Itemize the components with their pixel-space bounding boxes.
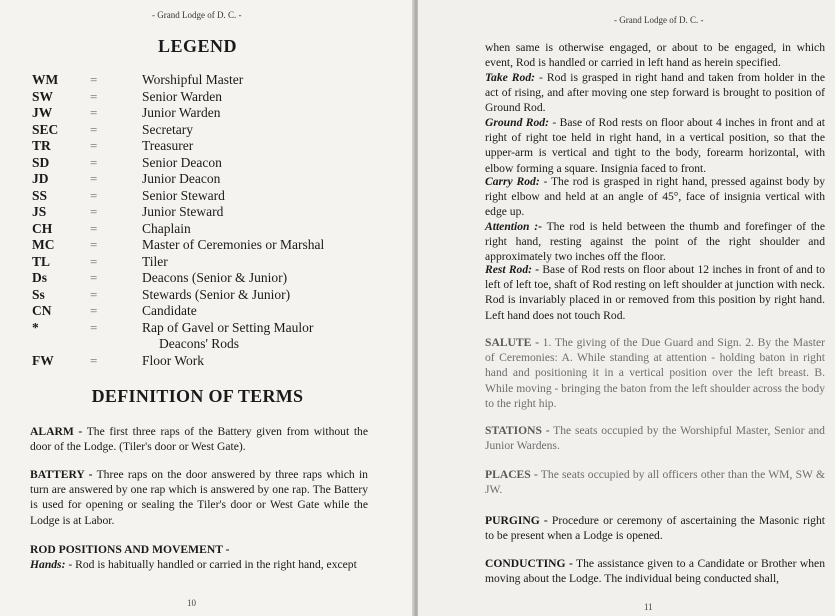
battery-paragraph (30, 467, 368, 528)
salute-paragraph (485, 335, 825, 411)
legend-equals: = (90, 204, 98, 219)
ground-rod-term: Ground Rod: (485, 116, 549, 129)
legend-equals: = (90, 138, 98, 153)
legend-row (32, 270, 372, 287)
legend-row (32, 188, 372, 205)
legend-equals: = (90, 237, 98, 252)
legend-meaning: Stewards (Senior & Junior) (142, 286, 291, 302)
legend-abbr: WM (32, 72, 59, 87)
left-page (0, 0, 415, 616)
legend-equals: = (90, 121, 98, 137)
legend-row (32, 287, 372, 304)
legend-meaning: Candidate (142, 303, 197, 318)
legend-abbr: Ss (32, 286, 45, 302)
legend-row (32, 122, 372, 139)
rest-rod-paragraph (485, 262, 825, 323)
legend-abbr: CN (32, 303, 52, 318)
ground-rod-paragraph (485, 115, 825, 176)
rest-rod-text: Base of Rod rests on floor about 12 inches in front of and to left of left toe, shaft of Rod resting on left shoulder at junction with neck. Rod is invariably placed in or removed from this position by right hand. Left hand does not touch Rod. (485, 263, 826, 322)
legend-equals: = (90, 88, 98, 104)
page-number-right: 11 (644, 602, 653, 612)
legend-abbr: JS (32, 204, 47, 219)
take-rod-term: Take Rod: (485, 71, 535, 84)
legend-abbr: SD (32, 154, 50, 170)
salute-term: SALUTE - (485, 336, 539, 349)
running-head-left: - Grand Lodge of D. C. - (152, 10, 242, 20)
legend-meaning: Junior Deacon (142, 171, 221, 186)
legend-row (32, 105, 372, 122)
legend-equals: = (90, 220, 98, 236)
stations-paragraph (485, 423, 825, 453)
places-term: PLACES - (485, 468, 538, 481)
hands-term: Hands: (30, 558, 66, 571)
legend-meaning: Deacons (Senior & Junior) (142, 270, 288, 285)
running-head-right: - Grand Lodge of D. C. - (614, 15, 704, 25)
legend-title: LEGEND (157, 36, 238, 56)
carry-rod-text: - The rod is grasped in right hand, pressed against body by right elbow and held at an angle of 45°, face of insignia vertical with edge up. (485, 175, 825, 219)
legend-row (32, 204, 372, 221)
legend-row (32, 303, 372, 320)
alarm-term: ALARM - (30, 425, 83, 438)
conducting-paragraph (485, 556, 825, 586)
page-number-left: 10 (187, 598, 196, 608)
legend-meaning (142, 320, 372, 353)
rod-positions-heading: ROD POSITIONS AND MOVEMENT - (30, 543, 230, 556)
stations-text: The seats occupied by the Worshipful Master, Senior and Junior Wardens. (485, 424, 825, 453)
legend-meaning: Senior Deacon (142, 154, 222, 170)
legend-abbr: MC (32, 237, 55, 252)
legend-equals: = (90, 105, 98, 120)
legend-abbr: FW (32, 352, 54, 368)
legend-equals: = (90, 187, 98, 203)
legend-row (32, 254, 372, 271)
battery-term: BATTERY - (30, 468, 93, 481)
legend-row (32, 353, 372, 370)
definitions-title: DEFINITION OF TERMS (91, 386, 304, 406)
legend-abbr: SS (32, 187, 48, 203)
places-paragraph (485, 467, 825, 497)
conducting-term: CONDUCTING - (485, 557, 573, 570)
legend-meaning: Secretary (142, 121, 193, 137)
legend-meaning: Worshipful Master (142, 72, 244, 87)
legend-abbr: SW (32, 88, 54, 104)
hands-text: - Rod is habitually handled or carried in the right hand, except (65, 558, 357, 571)
legend-row (32, 221, 372, 238)
legend-abbr: JD (32, 171, 49, 186)
legend-meaning: Senior Steward (142, 187, 225, 203)
rest-rod-term: Rest Rod: - (485, 263, 540, 276)
legend-row (32, 237, 372, 254)
legend-meaning-line2: Deacons' Rods (159, 336, 240, 351)
legend-equals: = (90, 154, 98, 170)
places-text: The seats occupied by all officers other than the WM, SW & JW. (485, 468, 825, 497)
carry-rod-term: Carry Rod: (485, 175, 540, 188)
salute-text: 1. The giving of the Due Guard and Sign. 2. By the Master of Ceremonies: A. While standing at attention - holding baton in right hand and positioning it in a vertical position over the left breast. B. While moving - bringing the baton from the left shoulder across the body to the right hip. (485, 336, 826, 410)
alarm-paragraph (30, 424, 368, 454)
continued-paragraph: when same is otherwise engaged, or about to be engaged, in which event, Rod is handled or carried in left hand as herein specified. (485, 41, 825, 70)
take-rod-text: - Rod is grasped in right hand and taken from holder in the act of rising, and after moving one step forward is brought to position of Ground Rod. (485, 71, 826, 115)
legend-meaning: Junior Warden (142, 105, 221, 120)
legend-row (32, 320, 372, 353)
legend-row (32, 155, 372, 172)
legend-row (32, 89, 372, 106)
purging-text: Procedure or ceremony of ascertaining the Masonic right to be present when a Lodge is opened. (485, 514, 825, 543)
purging-term: PURGING - (485, 514, 548, 527)
legend-equals: = (90, 72, 98, 87)
legend-table (32, 72, 372, 369)
take-rod-paragraph (485, 70, 825, 116)
legend-meaning: Junior Steward (142, 204, 224, 219)
legend-meaning: Treasurer (142, 138, 194, 153)
legend-meaning: Senior Warden (142, 88, 223, 104)
legend-meaning: Floor Work (142, 352, 205, 368)
legend-abbr: TL (32, 253, 51, 269)
legend-equals: = (90, 303, 98, 318)
right-page (418, 0, 835, 616)
stations-term: STATIONS - (485, 424, 550, 437)
legend-equals: = (90, 253, 98, 269)
purging-paragraph (485, 513, 825, 543)
legend-row (32, 138, 372, 155)
carry-rod-paragraph (485, 174, 825, 220)
battery-text: Three raps on the door answered by three raps which in turn are answered by one rap which is answered by one rap. The Battery is used for opening or sealing the Tiler's door or West Gate while the Lodge is at Labor. (30, 468, 368, 527)
legend-equals: = (90, 352, 98, 368)
conducting-text: The assistance given to a Candidate or Brother when moving about the Lodge. The individual being conducted shall, (485, 557, 825, 586)
legend-abbr: JW (32, 105, 53, 120)
hands-paragraph (30, 557, 368, 572)
legend-meaning: Tiler (142, 253, 168, 269)
legend-meaning-line1: Rap of Gavel or Setting Maulor (142, 319, 314, 335)
legend-meaning: Chaplain (142, 220, 191, 236)
ground-rod-text: - Base of Rod rests on floor about 4 inches in front and at right of right toe held in right hand, in a vertical position, so that the upper-arm is vertical and tight to the body, forearm horizontal, with elbow forming a square. Insignia faced to front. (485, 116, 825, 175)
legend-abbr: * (32, 319, 39, 335)
legend-row (32, 72, 372, 89)
legend-abbr: CH (32, 220, 53, 236)
legend-meaning: Master of Ceremonies or Marshal (142, 237, 325, 252)
attention-paragraph (485, 219, 825, 265)
legend-equals: = (90, 319, 98, 335)
legend-abbr: TR (32, 138, 51, 153)
alarm-text: The first three raps of the Battery given from without the door of the Lodge. (Tiler's door or West Gate). (30, 425, 368, 454)
legend-equals: = (90, 286, 98, 302)
legend-equals: = (90, 270, 98, 285)
legend-abbr: Ds (32, 270, 48, 285)
legend-equals: = (90, 171, 98, 186)
attention-text: The rod is held between the thumb and forefinger of the right hand, resting against the point of the right shoulder and approximately two inches off the floor. (485, 220, 825, 264)
legend-abbr: SEC (32, 121, 59, 137)
legend-row (32, 171, 372, 188)
attention-term: Attention :- (485, 220, 542, 233)
